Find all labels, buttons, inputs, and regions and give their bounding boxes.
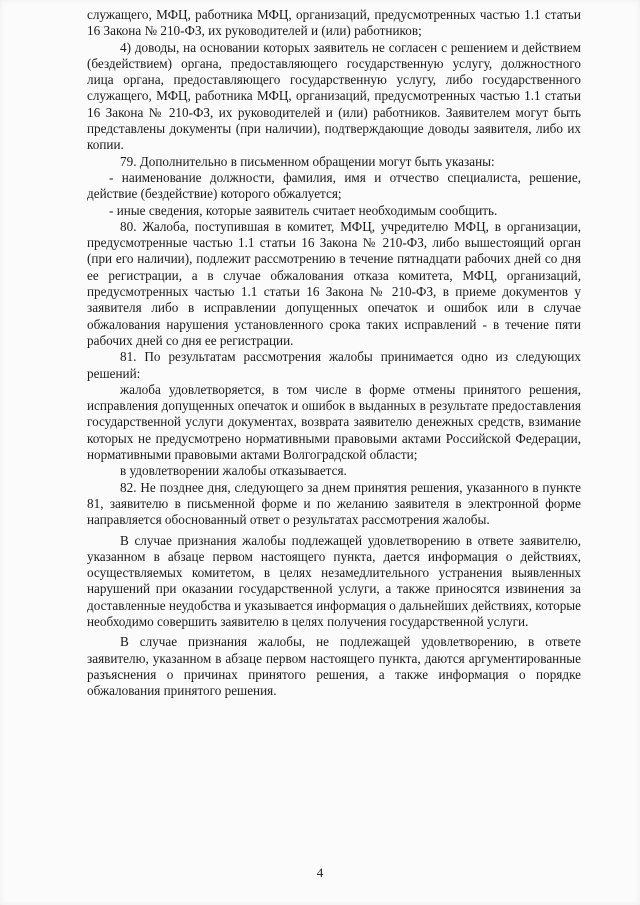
paragraph-79: 79. Дополнительно в письменном обращении могут быть указаны: bbox=[120, 153, 495, 169]
paragraph-81-option-2: в удовлетворении жалобы отказывается. bbox=[120, 463, 347, 479]
page-number: 4 bbox=[316, 865, 324, 880]
paragraph-82-satisfied: В случае признания жалобы подлежащей удовлетворению в ответе заявителю, указанном в абзаце первом настоящего пункта, дается информация о действиях, осуществляемых комитетом, в целях незамедлительного устранения выявленных нарушений при оказании государственной услуги, а также приносятся извинения за доставленные неудобства и указывается информация о дальнейших действиях, которые необходимо совершить заявителю в целях получения государственной услуги. bbox=[87, 532, 581, 629]
paragraph-80: 80. Жалоба, поступившая в комитет, МФЦ, учредителю МФЦ, в организации, предусмотренные частью 1.1 статьи 16 Закона № 210-ФЗ, либо вышестоящий орган (при его наличии), подлежит рассмотрению в течение пятнадцати рабочих дней со дня ее регистрации, а в случае обжалования отказа комитета, МФЦ, организаций, предусмотренных частью 1.1 статьи 16 Закона № 210-ФЗ, в приеме документов у заявителя либо в исправлении допущенных опечаток и ошибок или в случае обжалования нарушения установленного срока таких исправлений - в течение пяти рабочих дней со дня ее регистрации. bbox=[87, 218, 581, 348]
document-body bbox=[87, 7, 581, 699]
paragraph-81-option-1: жалоба удовлетворяется, в том числе в форме отмены принятого решения, исправления допущенных опечаток и ошибок в выданных в результате предоставления государственной услуги документах, возврата заявителю денежных средств, взимание которых не предусмотрено нормативными правовыми актами Российской Федерации, нормативными правовыми актами Волгоградской области; bbox=[87, 381, 581, 463]
paragraph-79-item-2: - иные сведения, которые заявитель считает необходимым сообщить. bbox=[109, 202, 498, 218]
paragraph-82: 82. Не позднее дня, следующего за днем принятия решения, указанного в пункте 81, заявителю в письменной форме и по желанию заявителя в электронной форме направляется обоснованный ответ о результатах рассмотрения жалобы. bbox=[87, 479, 581, 528]
paragraph-item-4: 4) доводы, на основании которых заявитель не согласен с решением и действием (бездействием) органа, предоставляющего государственную услугу, должностного лица органа, предоставляющего государственную услугу, либо государственного служащего, МФЦ, работника МФЦ, организаций, предусмотренных частью 1.1 статьи 16 Закона № 210-ФЗ, их руководителей и (или) работников. Заявителем могут быть представлены документы (при наличии), подтверждающие доводы заявителя, либо их копии. bbox=[87, 39, 581, 153]
paragraph-continuation: служащего, МФЦ, работника МФЦ, организаций, предусмотренных частью 1.1 статьи 16 Закона № 210-ФЗ, их руководителей и (или) работников; bbox=[87, 7, 581, 39]
paragraph-79-item-1: - наименование должности, фамилия, имя и отчество специалиста, решение, действие (бездействие) которого обжалуется; bbox=[87, 169, 581, 202]
paragraph-81: 81. По результатам рассмотрения жалобы принимается одно из следующих решений: bbox=[87, 349, 581, 381]
paragraph-82-rejected: В случае признания жалобы, не подлежащей удовлетворению, в ответе заявителю, указанном в абзаце первом настоящего пункта, даются аргументированные разъяснения о причинах принятого решения, а также информация о порядке обжалования принятого решения. bbox=[87, 634, 581, 699]
